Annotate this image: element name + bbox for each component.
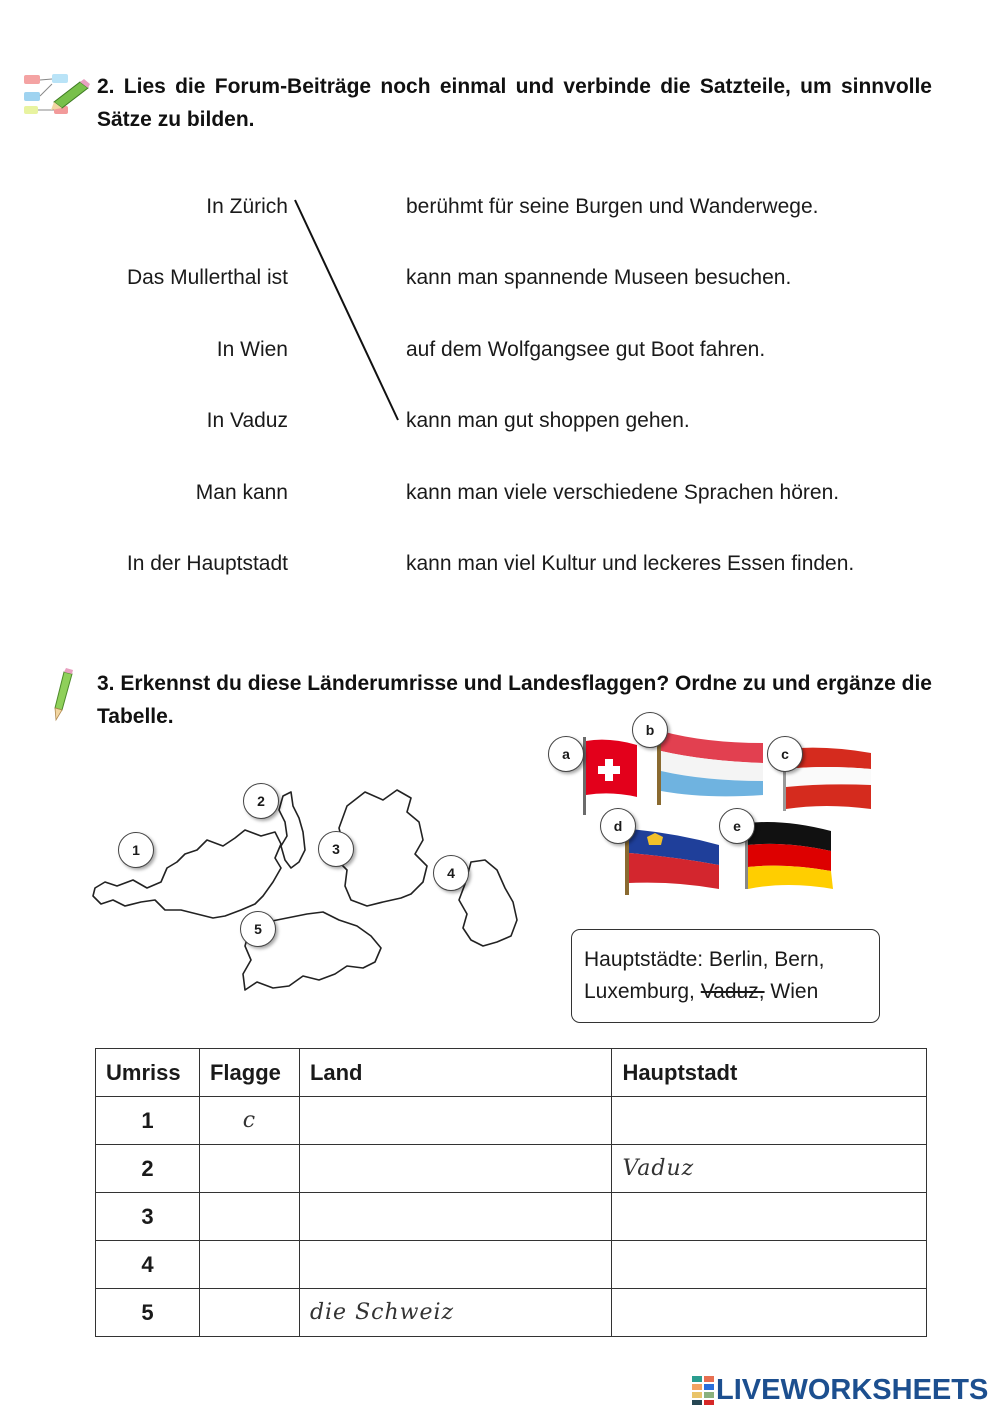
cell-land[interactable]: [299, 1145, 612, 1193]
outline-badge-1: 1: [118, 832, 154, 868]
capital-wien: Wien: [764, 980, 819, 1003]
flag-liechtenstein: [625, 825, 719, 895]
left-part-4[interactable]: In Vaduz: [206, 409, 288, 432]
task2-title: 2. Lies die Forum-Beiträge noch einmal und verbinde die Satzteile, um sinnvolle Sätze zu bilden.: [97, 75, 932, 131]
right-part-2[interactable]: kann man spannende Museen besuchen.: [406, 266, 792, 289]
liveworksheets-logo[interactable]: [692, 1372, 988, 1408]
header-umriss: Umriss: [96, 1049, 200, 1097]
cell-flagge[interactable]: [199, 1145, 299, 1193]
cell-umriss: 1: [96, 1097, 200, 1145]
table-row: [96, 1145, 927, 1193]
outline-badge-2: 2: [243, 783, 279, 819]
cell-flagge[interactable]: [199, 1193, 299, 1241]
table-row: [96, 1289, 927, 1337]
right-part-1[interactable]: berühmt für seine Burgen und Wanderwege.: [406, 195, 819, 218]
flag-badge-a: a: [548, 736, 584, 772]
task3-title: 3. Erkennst du diese Länderumrisse und Landesflaggen? Ordne zu und ergänze die Tabelle.: [97, 672, 932, 728]
header-flagge: Flagge: [199, 1049, 299, 1097]
logo-text-live: LIVE: [716, 1373, 781, 1406]
cell-hauptstadt[interactable]: Vaduz: [612, 1145, 927, 1193]
capitals-box: [571, 929, 880, 1023]
left-part-5[interactable]: Man kann: [195, 481, 288, 504]
capital-luxemburg: Luxemburg,: [584, 980, 701, 1003]
cell-hauptstadt[interactable]: [612, 1289, 927, 1337]
connection-line: [0, 0, 1000, 600]
table-header-row: [96, 1049, 927, 1097]
outline-badge-3: 3: [318, 831, 354, 867]
cell-umriss: 4: [96, 1241, 200, 1289]
table-row: [96, 1241, 927, 1289]
left-part-3[interactable]: In Wien: [216, 338, 288, 361]
flag-badge-d: d: [600, 808, 636, 844]
liechtenstein-outline: [279, 792, 305, 868]
flag-luxembourg: [657, 727, 763, 805]
right-part-3[interactable]: auf dem Wolfgangsee gut Boot fahren.: [406, 338, 766, 361]
right-part-4[interactable]: kann man gut shoppen gehen.: [406, 409, 690, 432]
cell-land[interactable]: [299, 1193, 612, 1241]
cell-umriss: 3: [96, 1193, 200, 1241]
country-outlines: [85, 770, 535, 1000]
capitals-line-2: [584, 976, 879, 1008]
cell-hauptstadt[interactable]: [612, 1241, 927, 1289]
cell-flagge[interactable]: c: [199, 1097, 299, 1145]
left-part-2[interactable]: Das Mullerthal ist: [126, 266, 288, 289]
outline-badge-5: 5: [240, 911, 276, 947]
cell-flagge[interactable]: [199, 1289, 299, 1337]
left-part-1[interactable]: In Zürich: [206, 195, 288, 218]
flag-badge-c: c: [767, 736, 803, 772]
cell-umriss: 5: [96, 1289, 200, 1337]
left-part-6[interactable]: In der Hauptstadt: [126, 552, 288, 575]
cell-hauptstadt[interactable]: [612, 1193, 927, 1241]
header-land: Land: [299, 1049, 612, 1097]
cell-umriss: 2: [96, 1145, 200, 1193]
capitals-line-1: Hauptstädte: Berlin, Bern,: [584, 948, 825, 971]
flag-badge-e: e: [719, 808, 755, 844]
flag-germany: [745, 822, 833, 889]
cell-flagge[interactable]: [199, 1241, 299, 1289]
table-row: [96, 1097, 927, 1145]
flag-badge-b: b: [632, 712, 668, 748]
liveworksheets-logo-icon: [692, 1374, 716, 1406]
header-hauptstadt: Hauptstadt: [612, 1049, 927, 1097]
right-part-5[interactable]: kann man viele verschiedene Sprachen hören.: [406, 481, 840, 504]
answer-table: [95, 1048, 927, 1337]
capital-vaduz-struck: Vaduz,: [700, 980, 765, 1003]
flag-switzerland: [583, 737, 637, 815]
right-part-6[interactable]: kann man viel Kultur und leckeres Essen finden.: [406, 552, 855, 575]
table-row: [96, 1193, 927, 1241]
cell-land[interactable]: [299, 1097, 612, 1145]
cell-land[interactable]: die Schweiz: [299, 1289, 612, 1337]
cell-hauptstadt[interactable]: [612, 1097, 927, 1145]
outline-badge-4: 4: [433, 855, 469, 891]
cell-land[interactable]: [299, 1241, 612, 1289]
pencil-icon: [50, 668, 80, 722]
logo-text-rest: WORKSHEETS: [780, 1373, 989, 1406]
